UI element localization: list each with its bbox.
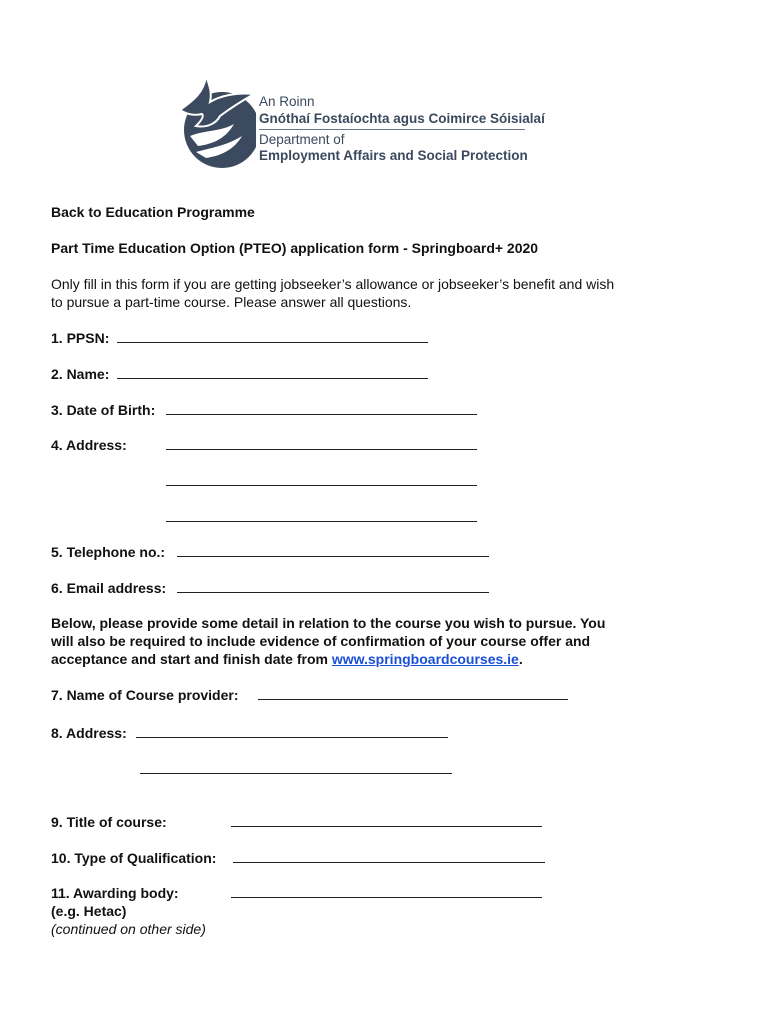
address-field-line-3[interactable] <box>166 521 477 522</box>
course-address-label: 8. Address: <box>51 725 127 741</box>
intro-line-2: to pursue a part-time course. Please answer all questions. <box>51 294 412 310</box>
address-field-line-2[interactable] <box>166 485 477 486</box>
logo-divider <box>259 129 525 130</box>
telephone-field[interactable] <box>177 556 489 557</box>
qualification-type-label: 10. Type of Qualification: <box>51 850 217 866</box>
course-address-field-line-2[interactable] <box>140 773 452 774</box>
form-title: Part Time Education Option (PTEO) application form - Springboard+ 2020 <box>51 240 539 256</box>
springboard-courses-link[interactable]: www.springboardcourses.ie <box>331 651 519 667</box>
email-label: 6. Email address: <box>51 580 167 596</box>
programme-title: Back to Education Programme <box>51 204 255 220</box>
logo-english-line1: Department of <box>259 132 345 147</box>
awarding-body-field[interactable] <box>231 897 542 898</box>
logo-irish-line1: An Roinn <box>259 94 315 109</box>
name-label: 2. Name: <box>51 366 110 382</box>
course-provider-field[interactable] <box>258 699 568 700</box>
course-title-field[interactable] <box>231 826 542 827</box>
awarding-body-label: 11. Awarding body: <box>51 885 179 901</box>
logo-english-line2: Employment Affairs and Social Protection <box>259 148 528 163</box>
dob-label: 3. Date of Birth: <box>51 402 156 418</box>
intro-line-1: Only fill in this form if you are getting jobseeker’s allowance or jobseeker’s benefit and wish <box>51 276 615 292</box>
course-intro-line-3-prefix: acceptance and start and finish date from <box>51 651 332 667</box>
continued-note: (continued on other side) <box>51 921 206 937</box>
name-field[interactable] <box>117 378 428 379</box>
telephone-label: 5. Telephone no.: <box>51 544 166 560</box>
ppsn-label: 1. PPSN: <box>51 330 110 346</box>
course-intro-line-3-suffix: . <box>518 651 523 667</box>
email-field[interactable] <box>177 592 489 593</box>
course-address-field-line-1[interactable] <box>136 737 448 738</box>
course-intro-line-1: Below, please provide some detail in relation to the course you wish to pursue. You <box>51 615 606 631</box>
course-intro-line-2: will also be required to include evidence of confirmation of your course offer and <box>51 633 591 649</box>
dob-field[interactable] <box>166 414 477 415</box>
address-field-line-1[interactable] <box>166 449 477 450</box>
address-label: 4. Address: <box>51 437 127 453</box>
dove-emblem-icon <box>176 72 256 170</box>
awarding-body-example: (e.g. Hetac) <box>51 903 127 919</box>
course-title-label: 9. Title of course: <box>51 814 167 830</box>
course-provider-label: 7. Name of Course provider: <box>51 687 239 703</box>
logo-irish-line2: Gnóthaí Fostaíochta agus Coimirce Sóisialaí <box>259 111 545 126</box>
ppsn-field[interactable] <box>117 342 428 343</box>
course-intro-line-3 <box>51 650 523 668</box>
qualification-type-field[interactable] <box>233 862 545 863</box>
